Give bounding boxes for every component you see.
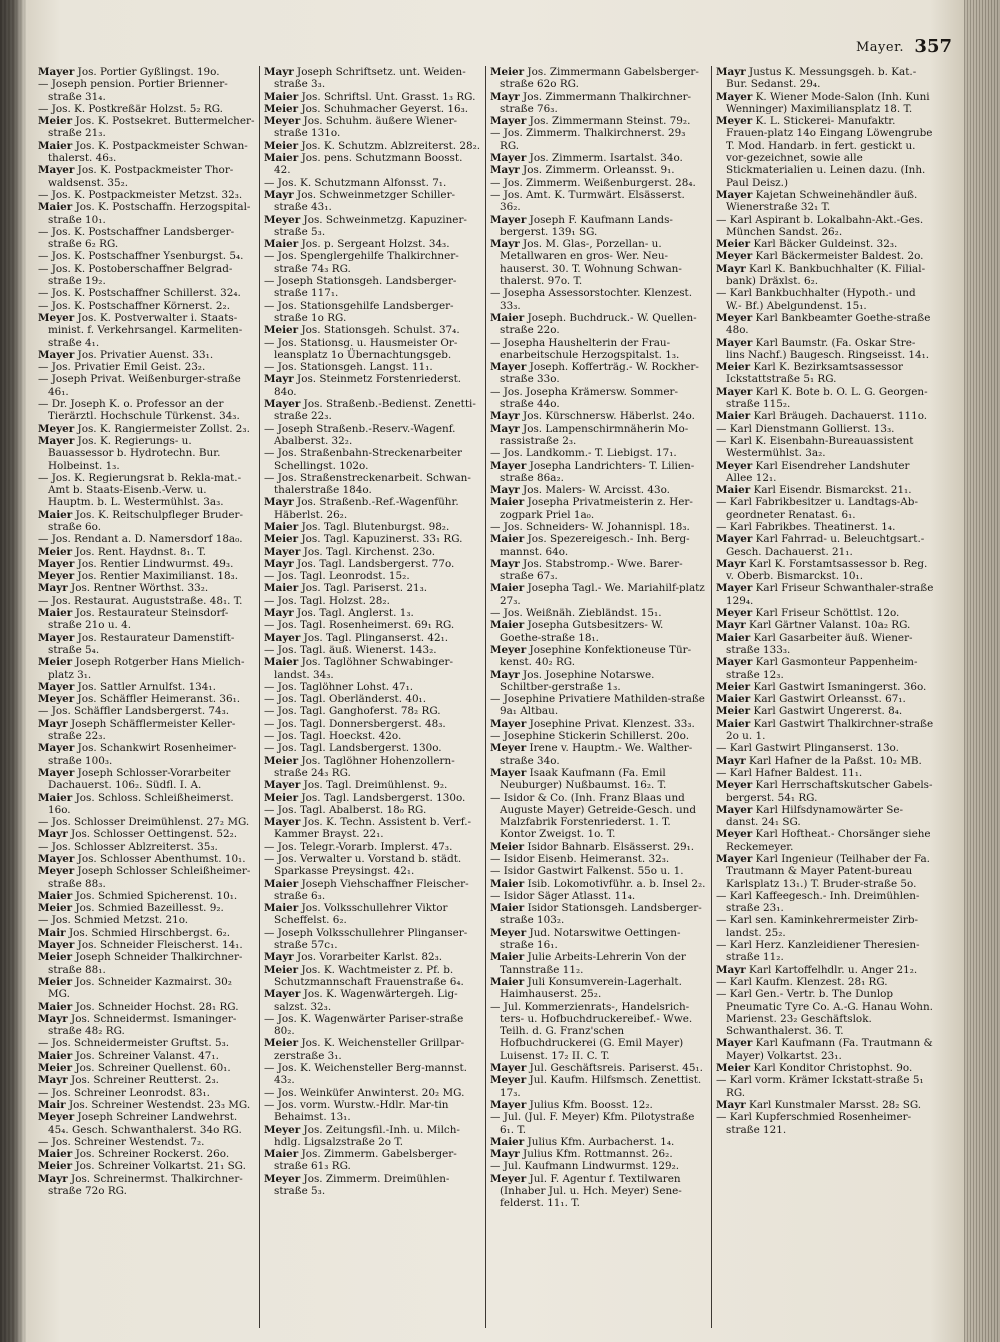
directory-entry: — Jos. Zimmerm. Weißenburgerst. 28₄. — [490, 176, 696, 189]
directory-entry: — Jos. Schmied Metzst. 21o. — [38, 914, 189, 927]
directory-entry: Mayer Karl Fahrrad- u. Beleuchtgsart.-Gesch. Dachauerst. 21₁. — [716, 533, 925, 558]
directory-entry: — Jos. Tagl. Leonrodst. 15₂. — [264, 570, 410, 583]
directory-entry: Meyer Karl Bankbeamter Goethe-straße 48o. — [716, 311, 931, 337]
directory-entry: Meyer Karl Eisendreher Landshuter Allee 12₁. — [716, 459, 910, 484]
directory-entry: — Jos. Schäffler Landsbergerst. 74₃. — [38, 705, 230, 718]
directory-entry: Mayr Karl Kunstmaler Marsst. 28₂ SG. — [716, 1098, 922, 1111]
directory-entry: Mayer Jos. Portier Gyßlingst. 19o. — [38, 66, 220, 78]
directory-entry: Maier Jos. pens. Schutzmann Boosst. 42. — [264, 152, 463, 177]
directory-entry: Mayr Jos. Stabstromp.- Wwe. Barer-straße 67₃. — [490, 557, 683, 583]
directory-entry: Meier Jos. Taglöhner Hohenzollern-straße 24₃ RG. — [264, 754, 455, 779]
directory-entry: Maier Jos. Schreiner Valanst. 47₁. — [38, 1049, 219, 1062]
directory-entry: Maier Jos. Schneider Hochst. 28₁ RG. — [38, 1000, 239, 1013]
directory-entry: Maier Jos. K. Postpackmeister Schwan-thalerst. 46₃. — [38, 139, 248, 165]
directory-entry: Mayer Jos. Tagl. Kirchenst. 23o. — [264, 545, 436, 558]
directory-entry: Mayer Julius Kfm. Boosst. 12₂. — [490, 1098, 653, 1111]
directory-entry: Meier Jos. K. Postsekret. Buttermelcher-straße 21₃. — [38, 115, 255, 140]
directory-entry: Mayr Jos. M. Glas-, Porzellan- u. Metallwaren en gros- Wer. Neu-hauserst. 30. T. Wohnung Schwan-thalerst. 97o. T. — [490, 238, 682, 288]
directory-entry: Meyer Jud. Notarswitwe Oettingen-straße 16₁. — [490, 926, 681, 952]
directory-entry: — Josepha Assessorstochter. Klenzest. 33₃. — [490, 287, 693, 312]
directory-entry: — Jos. Telegr.-Vorarb. Implerst. 47₃. — [264, 840, 453, 853]
running-head: Mayer. — [855, 40, 904, 55]
directory-entry: — Jos. Straßenstreckenarbeit. Schwan-thalerstraße 184o. — [264, 471, 471, 497]
directory-entry: Mayer Karl Hilfsdynamowärter Se-danst. 24₁ SG. — [716, 803, 904, 829]
directory-entry: Mayer Jos. Tagl. Plinganserst. 42₁. — [264, 631, 449, 644]
directory-entry: Mayer Josepha Landrichters- T. Lilien-straße 86a₂. — [490, 459, 695, 484]
directory-entry: Meier Karl K. Bezirksamtsassessor Ickstattstraße 5₁ RG. — [716, 361, 904, 386]
directory-entry: Meier Isidor Bahnarb. Elsässerst. 29₁. — [490, 840, 695, 853]
directory-entry: — Dr. Joseph K. o. Professor an der Tierärztl. Hochschule Türkenst. 34₃. — [38, 398, 240, 423]
directory-entry: — Karl K. Eisenbahn-Bureauassistent Westermühlst. 3a₂. — [716, 434, 914, 460]
directory-entry: Mayer Jos. Rentier Lindwurmst. 49₃. — [38, 557, 234, 570]
directory-entry: Mayr Jos. Vorarbeiter Karlst. 82₃. — [264, 951, 443, 964]
directory-entry: Meier Jos. K. Weichensteller Grillpar-zerstraße 3₁. — [264, 1037, 465, 1062]
directory-entry: Maier Jos. Taglöhner Schwabinger-landst. 34₃. — [264, 656, 453, 681]
directory-entry: Maier Isib. Lokomotivführ. a. b. Insel 2₂. — [490, 877, 706, 890]
directory-entry: Mayr Jos. Schneidermst. Ismaninger-straße 48₂ RG. — [38, 1012, 237, 1038]
directory-entry: — Karl Fabrikbesitzer u. Landtags-Ab-geordneter Renatast. 6₁. — [716, 496, 918, 521]
directory-entry: Mayer Kajetan Schweinehändler äuß. Wienerstraße 32₁ T. — [716, 188, 918, 214]
directory-entry: Maier Joseph Viehschaffner Fleischer-straße 6₃. — [264, 877, 469, 902]
directory-entry: Meyer Karl Herrschaftskutscher Gabels-bergerst. 54₁ RG. — [716, 779, 933, 804]
directory-entry: — Jos. Rendant a. D. Namersdorf 18a₀. — [38, 533, 243, 546]
directory-entry: — Jos. Taglöhner Lohst. 47₁. — [264, 680, 414, 693]
directory-entry: Maier Julie Arbeits-Lehrerin Von der Tannstraße 11₂. — [490, 951, 686, 976]
directory-entry: Mayer Jul. Geschäftsreis. Pariserst. 45₁. — [490, 1062, 703, 1075]
directory-entry: Mayr Joseph Schäfflermeister Keller-straße 22₃. — [38, 717, 236, 743]
directory-entry: Maier Jos. Tagl. Blutenburgst. 98₂. — [264, 520, 450, 533]
directory-entry: Meyer Karl Hoftheat.- Chorsänger siehe Reckemeyer. — [716, 828, 931, 853]
directory-entry: Mayr Jos. Malers- W. Arcisst. 43o. — [490, 484, 670, 497]
directory-entry: — Jos. Schneiders- W. Johannispl. 18₃. — [490, 520, 690, 533]
directory-entry: Maier Karl Gasarbeiter äuß. Wiener-straße 133₃. — [716, 631, 913, 656]
directory-entry: — Jos. K. Regierungsrat b. Rekla-mat.-Amt b. Staats-Eisenb.-Verw. u. Hauptm. b. L. Westermühlst. 3a₃. — [38, 471, 242, 509]
directory-entry: Mayr Jos. Schlosser Oettingenst. 52₂. — [38, 828, 238, 841]
directory-entry: — Karl sen. Kaminkehrermeister Zirb-landst. 25₂. — [716, 914, 918, 939]
directory-entry: Maier Jos. K. Postschaffn. Herzogspital-straße 10₁. — [38, 201, 251, 226]
column-2 — [260, 66, 486, 1328]
directory-entry: Mayer K. Wiener Mode-Salon (Inh. Kuni Wenninger) Maximiliansplatz 18. T. — [716, 90, 930, 115]
directory-entry: Meier Jos. Rent. Haydnst. 8₁. T. — [38, 545, 206, 558]
directory-entry: Meier Karl Gastwirt Ismaningerst. 36o. — [716, 680, 927, 693]
directory-entry: — Jos. K. Weichensteller Berg-mannst. 43₂. — [264, 1062, 467, 1087]
directory-entry: Mayer Jos. Tagl. Dreimühlenst. 9₂. — [264, 779, 448, 792]
directory-entry: — Jos. Weißnäh. Ziebländst. 15₁. — [490, 607, 662, 620]
column-1 — [34, 66, 260, 1328]
directory-entry: Mayer Jos. K. Wagenwärtergeh. Lig-salzst. 32₃. — [264, 988, 458, 1013]
directory-entry: — Jos. K. Postpackmeister Metzst. 32₃. — [38, 188, 243, 201]
directory-entry: — Joseph Privat. Weißenburger-straße 46₁. — [38, 373, 241, 398]
directory-entry: — Jos. Stationsgehilfe Landsberger-straße 1o RG. — [264, 299, 454, 324]
directory-entry: Meier Jos. Schreiner Quellenst. 60₁. — [38, 1062, 231, 1075]
directory-entry: Meier Jos. K. Wachtmeister z. Pf. b. Schutzmannschaft Frauenstraße 6₄. — [264, 963, 464, 988]
directory-entry: Meyer Joseph Schlosser Schleißheimer-straße 88₃. — [38, 865, 251, 890]
directory-entry: Maier Karl Eisendr. Bismarckst. 21₁. — [716, 484, 912, 497]
directory-entry: — Jos. K. Postschaffner Ysenburgst. 5₄. — [38, 250, 244, 263]
directory-entry: — Jos. Tagl. Ganghoferst. 78₂ RG. — [264, 705, 441, 718]
directory-entry: Maier Jos. Tagl. Pariserst. 21₃. — [264, 582, 428, 595]
directory-entry: — Jos. Privatier Emil Geist. 23₂. — [38, 361, 206, 374]
directory-entry: Mayer Jos. K. Regierungs- u. Bauassessor b. Hydrotechn. Bur. Holbeinst. 1₃. — [38, 434, 221, 472]
directory-entry: Mayr Jos. Straßenb.-Ref.-Wagenführ. Häberlst. 26₂. — [264, 496, 459, 521]
directory-entry: — Jos. K. Wagenwärter Pariser-straße 80₂. — [264, 1012, 464, 1038]
directory-entry: — Josepha Haushelterin der Frau-enarbeitschule Herzogspitalst. 1₃. — [490, 336, 680, 361]
directory-entry: Maier Julius Kfm. Aurbacherst. 1₄. — [490, 1135, 675, 1148]
directory-entry: — Isidor Gastwirt Falkenst. 55o u. 1. — [490, 865, 684, 878]
directory-entry: — Isidor & Co. (Inh. Franz Blaas und Auguste Mayer) Getreide-Gesch. und Malzfabrik Forstenriederst. 1. T. Kontor Zweigst. 1o. T. — [490, 791, 696, 841]
directory-entry: — Jos. Tagl. Hoeckst. 42o. — [264, 730, 402, 743]
directory-entry: Mayr Jos. Schweinmetzger Schiller-straße 43₁. — [264, 188, 456, 214]
directory-entry: Maier Jos. Schriftsl. Unt. Grasst. 1₃ RG. — [264, 90, 476, 103]
directory-entry: Meier Jos. Schreiner Volkartst. 21₁ SG. — [38, 1160, 246, 1173]
directory-entry: Meyer Jos. Zimmerm. Dreimühlen-straße 5₃. — [264, 1172, 450, 1198]
directory-entry: Maier Jos. Schmied Spicherenst. 10₁. — [38, 889, 238, 902]
directory-entry: — Karl Kupferschmied Rosenheimer-straße 121. — [716, 1111, 912, 1136]
directory-entry: Mayr Jos. Kürschnersw. Häberlst. 24o. — [490, 410, 695, 423]
directory-entry: Maier Josepha Gutsbesitzers- W. Goethe-straße 18₁. — [490, 619, 664, 644]
directory-entry: Mayr Jos. Schreiner Reutterst. 2₃. — [38, 1074, 219, 1087]
directory-entry: Meyer Jos. K. Postverwalter i. Staats-minist. f. Verkehrsangel. Karmeliten-straße 4₁. — [38, 311, 243, 349]
directory-entry: Meyer Jos. K. Rangiermeister Zollst. 2₃. — [38, 422, 250, 435]
directory-entry: Mayr Karl Gärtner Valanst. 10a₂ RG. — [716, 619, 911, 632]
directory-entry: Meier Joseph Schneider Thalkirchner-straße 88₁. — [38, 951, 243, 976]
directory-entry: Maier Karl Gastwirt Orleansst. 67₁. — [716, 693, 906, 706]
directory-entry: Meyer Karl Bäckermeister Baldest. 2o. — [716, 250, 924, 263]
directory-entry: — Jul. Kaufmann Lindwurmst. 129₂. — [490, 1160, 680, 1173]
directory-entry: Meyer Karl Friseur Schöttlst. 12o. — [716, 607, 900, 620]
directory-entry: Mayer Jos. Schlosser Abenthumst. 10₁. — [38, 853, 246, 865]
directory-entry: — Jos. Weinküfer Anwinterst. 20₂ MG. — [264, 1086, 465, 1099]
directory-entry: Mayer Jos. Straßenb.-Bedienst. Zenetti-straße 22₃. — [264, 398, 476, 423]
directory-entry: Maier Karl Bräugeh. Dachauerst. 111o. — [716, 410, 928, 423]
directory-entry: Mayr Jos. Zimmermann Thalkirchner-straße 76₃. — [490, 90, 692, 115]
directory-entry: — Jos. Verwalter u. Vorstand b. städt. Sparkasse Preysingst. 42₁. — [264, 853, 462, 878]
directory-entry: — Joseph Volksschullehrer Plinganser-straße 57c₁. — [264, 926, 468, 952]
binding-gutter — [0, 0, 28, 1342]
directory-entry: Maier Josepha Tagl.- We. Mariahilf-platz 27₃. — [490, 582, 705, 607]
directory-entry: Mayer Josephine Privat. Klenzest. 33₃. — [490, 717, 695, 730]
directory-entry: Mayr Jos. Tagl. Landsbergerst. 77o. — [264, 557, 455, 570]
directory-entry: — Jos. Stationsgeh. Langst. 11₁. — [264, 361, 433, 374]
directory-entry: — Isidor Eisenb. Heimeranst. 32₃. — [490, 853, 670, 865]
directory-entry: — Jos. Tagl. Landsbergerst. 130o. — [264, 742, 442, 755]
directory-entry: Mayer Isaak Kaufmann (Fa. Emil Neuburger) Nußbaumst. 16₂. T. — [490, 766, 667, 792]
directory-entry: — Jos. Tagl. Abalberst. 18₀ RG. — [264, 803, 427, 816]
directory-entry: Meier Jos. Zimmermann Gabelsberger-straße 62o RG. — [490, 66, 699, 91]
page-number: 357 — [914, 36, 952, 57]
directory-entry: — Jos. K. Schutzmann Alfonsst. 7₁. — [264, 176, 447, 189]
directory-entry: Mair Jos. Schmied Hirschbergst. 6₂. — [38, 926, 231, 939]
directory-entry: Maier Juli Konsumverein-Lagerhalt. Haimhauserst. 25₂. — [490, 975, 682, 1001]
directory-entry: — Jos. vorm. Wurstw.-Hdlr. Mar-tin Behaimst. 13₁. — [264, 1098, 449, 1124]
directory-entry: Maier Jos. K. Reitschulpfleger Bruder-straße 6o. — [38, 508, 244, 533]
directory-entry: Meier Karl Gastwirt Ungererst. 8₄. — [716, 705, 903, 718]
directory-entry: Maier Jos. Schreiner Rockerst. 26o. — [38, 1148, 230, 1161]
directory-entry: Mayr Jos. Steinmetz Forstenriederst. 84o. — [264, 373, 462, 398]
directory-entry: Mayer Jos. Sattler Arnulfst. 134₁. — [38, 680, 216, 693]
directory-entry: Meyer Jos. Schäffler Heimeranst. 36₁. — [38, 693, 241, 706]
directory-entry: Maier Joseph. Buchdruck.- W. Quellen-straße 22o. — [490, 311, 697, 337]
directory-entry: — Jos. Zimmerm. Thalkirchnerst. 29₃ RG. — [490, 127, 686, 152]
page-header — [40, 38, 952, 62]
directory-entry: — Jos. K. Postoberschaffner Belgrad-straße 19₂. — [38, 262, 233, 288]
directory-entry: — Jos. Schneidermeister Gruftst. 5₃. — [38, 1037, 230, 1050]
directory-entry: — Jul. (Jul. F. Meyer) Kfm. Pilotystraße 6₁. T. — [490, 1111, 695, 1136]
directory-entry: Mayer Jos. K. Techn. Assistent b. Verf.-Kammer Brayst. 22₁. — [264, 816, 472, 841]
directory-entry: Meyer K. L. Stickerei- Manufaktr. Frauen-platz 14o Eingang Löwengrube T. Mod. Handarb. in fert. gestickt u. vor-gezeichnet, sowie alle Stickmaterialien u. Leinen dazu. (Inh. Paul Deisz.) — [716, 115, 933, 189]
directory-entry: Maier Jos. Schloss. Schleißheimerst. 16o. — [38, 791, 234, 816]
directory-entry: Mayr Julius Kfm. Rottmannst. 26₂. — [490, 1148, 673, 1161]
directory-entry: — Jos. Spenglergehilfe Thalkirchner-straße 74₃ RG. — [264, 250, 459, 275]
directory-entry: — Jos. Restaurat. Auguststraße. 48₁. T. — [38, 594, 243, 607]
directory-entry: Meier Joseph Rotgerber Hans Mielich-platz 3₁. — [38, 656, 245, 681]
directory-entry: — Jos. K. Postschaffner Schillerst. 32₄. — [38, 287, 241, 300]
directory-entry: Meier Jos. Stationsgeh. Schulst. 37₄. — [264, 324, 460, 337]
directory-columns — [34, 66, 940, 1328]
directory-entry: — Jos. Tagl. Rosenheimerst. 69₁ RG. — [264, 619, 455, 632]
directory-entry: — Jos. Schlosser Ablzreiterst. 35₃. — [38, 840, 218, 853]
directory-entry: Mayr Jos. Schreinermst. Thalkirchner-straße 72o RG. — [38, 1172, 243, 1198]
directory-entry: — Jos. Tagl. Holzst. 28₂. — [264, 594, 390, 607]
directory-entry: Mayer Karl K. Bote b. O. L. G. Georgen-straße 115₂. — [716, 385, 928, 411]
directory-entry: Mayer Karl Kaufmann (Fa. Trautmann & Mayer) Volkartst. 23₁. — [716, 1037, 933, 1062]
directory-entry: — Karl Kaufm. Klenzest. 28₁ RG. — [716, 975, 888, 988]
directory-entry: Mayer Karl Ingenieur (Teilhaber der Fa. Trautmann & Mayer Patent-bureau Karlsplatz 13₁.) T. Bruder-straße 5o. — [716, 853, 930, 890]
directory-entry: Meyer Jos. Rentier Maximilianst. 18₃. — [38, 570, 239, 583]
directory-entry: — Joseph Stationsgeh. Landsberger-straße 117₁. — [264, 275, 457, 300]
directory-entry: Maier Karl Gastwirt Thalkirchner-straße 2o u. 1. — [716, 717, 934, 743]
directory-entry: — Jos. Schreiner Leonrodst. 83₁. — [38, 1086, 210, 1099]
directory-entry: — Karl vorm. Krämer Ickstatt-straße 5₁ RG. — [716, 1074, 924, 1099]
directory-entry: Meyer Joseph Schreiner Landwehrst. 45₄. Gesch. Schwanthalerst. 34o RG. — [38, 1111, 242, 1136]
directory-entry: Mayer Karl Baumstr. (Fa. Oskar Stre-lins Nachf.) Baugesch. Ringseisst. 14₁. — [716, 336, 930, 361]
directory-entry: Mayr Jos. Tagl. Anglerst. 1₃. — [264, 607, 414, 620]
directory-entry: — Jos. K. Postschaffner Körnerst. 2₂. — [38, 299, 230, 312]
directory-entry: — Isidor Säger Atlasst. 11₄. — [490, 889, 636, 902]
directory-entry: Mayer Joseph F. Kaufmann Lands-bergerst. 139₁ SG. — [490, 213, 673, 238]
directory-entry: — Jos. Schreiner Westendst. 7₂. — [38, 1135, 205, 1148]
directory-entry: Meier Jos. Tagl. Kapuzinerst. 33₁ RG. — [264, 533, 463, 546]
directory-entry: — Jos. Stationsg. u. Hausmeister Or-leansplatz 1o Übernachtungsgeb. — [264, 336, 458, 361]
directory-entry: Mayr Karl K. Bankbuchhalter (K. Filial-bank) Dräxlst. 6₂. — [716, 262, 926, 288]
directory-entry: — Karl Gen.- Vertr. b. The Dunlop Pneumatic Tyre Co. A.-G. Hanau Wohn. Marienst. 23₂ Geschäftslok. Schwanthalerst. 36. T. — [716, 988, 933, 1038]
directory-entry: Mayer Jos. Restaurateur Damenstift-straße 5₄. — [38, 631, 235, 656]
directory-entry: Maier Jos. Spezereigesch.- Inh. Berg-mannst. 64o. — [490, 533, 690, 558]
directory-entry: — Jos. K. Postschaffner Landsberger-straße 6₂ RG. — [38, 225, 235, 251]
directory-entry: Mayr Jos. Lampenschirmnäherin Mo-rassistraße 2₃. — [490, 422, 689, 447]
directory-entry: Mayr Joseph Schriftsetz. unt. Weiden-straße 3₃. — [264, 66, 466, 91]
directory-entry: — Karl Gastwirt Plinganserst. 13o. — [716, 742, 899, 755]
directory-entry: — Karl Bankbuchhalter (Hypoth.- und W.- Bf.) Abelgundenst. 15₁. — [716, 287, 916, 312]
directory-entry: Mayer Jos. Zimmermann Steinst. 79₂. — [490, 115, 691, 128]
directory-entry: Mayr Karl K. Forstamtsassessor b. Reg. v. Oberb. Bismarckst. 10₁. — [716, 557, 928, 583]
directory-entry: Mair Jos. Schreiner Westendst. 23₃ MG. — [38, 1098, 251, 1111]
directory-entry: Maier Jos. p. Sergeant Holzst. 34₃. — [264, 238, 450, 251]
directory-entry: Maier Isidor Stationsgeh. Landsberger-straße 103₂. — [490, 902, 702, 927]
directory-entry: — Jos. Schlosser Dreimühlenst. 27₂ MG. — [38, 816, 250, 829]
directory-entry: Maier Jos. Volksschullehrer Viktor Scheffelst. 6₂. — [264, 902, 448, 927]
directory-entry: Meier Jos. Schuhmacher Geyerst. 16₃. — [264, 102, 469, 115]
directory-entry: Meier Karl Konditor Christophst. 9o. — [716, 1062, 913, 1075]
directory-entry: Meyer Jos. Schweinmetzg. Kapuziner-straße 5₃. — [264, 213, 467, 238]
directory-entry: Maier Josepha Privatmeisterin z. Her-zogpark Priel 1a₀. — [490, 496, 693, 521]
directory-entry: — Josephine Privatiere Mathilden-straße 9a₁ Altbau. — [490, 693, 705, 718]
directory-entry: Mayer Karl Friseur Schwanthaler-straße 129₄. — [716, 582, 934, 607]
directory-entry: Mayer Joseph Schlosser-Vorarbeiter Dachauerst. 106₂. Südfl. I. A. — [38, 766, 231, 792]
directory-entry: — Karl Herz. Kanzleidiener Theresien-straße 11₂. — [716, 939, 920, 964]
directory-entry: — Karl Kaffeegesch.- Inh. Dreimühlen-straße 23₁. — [716, 889, 920, 915]
directory-entry: — Karl Dienstmann Gollierst. 13₃. — [716, 422, 895, 435]
directory-entry: Mayr Karl Hafner de la Paßst. 10₂ MB. — [716, 754, 922, 767]
directory-entry: Meier Jos. Schmied Bazeillesst. 9₂. — [38, 902, 224, 915]
directory-entry: Meier Jos. Schneider Kazmairst. 30₂ MG. — [38, 975, 232, 1001]
directory-entry: Meyer Jos. Zeitungsfil.-Inh. u. Milch-hdlg. Ligsalzstraße 2o T. — [264, 1123, 460, 1148]
directory-entry: — Jos. Tagl. äuß. Wienerst. 143₂. — [264, 643, 437, 656]
directory-entry: Mayr Karl Kartoffelhdlr. u. Anger 21₂. — [716, 963, 918, 976]
directory-entry: Mayr Jos. Zimmerm. Orleansst. 9₁. — [490, 164, 675, 177]
directory-entry: — Karl Aspirant b. Lokalbahn-Akt.-Ges. München Sandst. 26₂. — [716, 213, 924, 238]
directory-entry: Maier Jos. Zimmerm. Gabelsberger-straße 61₃ RG. — [264, 1148, 457, 1173]
directory-entry: Meier Karl Bäcker Guldeinst. 32₃. — [716, 238, 898, 251]
column-4 — [712, 66, 938, 1328]
directory-entry: Mayer Karl Gasmonteur Pappenheim-straße 12₃. — [716, 656, 918, 681]
directory-entry: — Karl Hafner Baldest. 11₁. — [716, 766, 863, 779]
directory-entry: Meier Jos. K. Schutzm. Ablzreiterst. 28₂. — [264, 139, 481, 152]
directory-entry: Mayr Justus K. Messungsgeh. b. Kat.-Bur. Sedanst. 29₄. — [716, 66, 917, 91]
directory-entry: — Jos. Amt. K. Turmwärt. Elsässerst. 36₂. — [490, 188, 685, 214]
directory-entry: — Joseph Straßenb.-Reserv.-Wagenf. Abalberst. 32₂. — [264, 422, 456, 447]
directory-entry: Mayr Jos. Rentner Wörthst. 33₂. — [38, 582, 209, 595]
directory-entry: Meyer Jos. Schuhm. äußere Wiener-straße 131o. — [264, 115, 458, 140]
directory-entry: — Jos. Landkomm.- T. Liebigst. 17₁. — [490, 447, 677, 460]
directory-entry: — Jul. Kommerzienrats-, Handelsrich-ters- u. Hofbuchdruckereibef.- Wwe. Teilh. d. G. Franz'schen Hofbuchdruckerei (G. Emil Mayer) Luisenst. 17₂ II. C. T. — [490, 1000, 693, 1062]
directory-entry: Mayer Jos. K. Postpackmeister Thor-waldsenst. 35₂. — [38, 164, 234, 189]
directory-entry: Mayer Jos. Privatier Auenst. 33₁. — [38, 348, 214, 361]
directory-entry: Meyer Jul. F. Agentur f. Textilwaren (Inhaber Jul. u. Hch. Meyer) Sene-felderst. 11₁. T. — [490, 1172, 682, 1210]
directory-entry: — Jos. Tagl. Oberländerst. 40₁. — [264, 693, 427, 706]
directory-entry: Meyer Josephine Konfektioneuse Tür-kenst. 40₂ RG. — [490, 643, 692, 669]
directory-entry: Mayer Jos. Schneider Fleischerst. 14₁. — [38, 939, 243, 952]
directory-entry: Meier Jos. Tagl. Landsbergerst. 130o. — [264, 791, 466, 804]
directory-entry: Mayer Joseph. Kofferträg.- W. Rockher-straße 33o. — [490, 361, 699, 386]
directory-entry: — Jos. K. Postkreßär Holzst. 5₂ RG. — [38, 102, 223, 115]
directory-entry: — Karl Fabrikbes. Theatinerst. 1₄. — [716, 520, 896, 533]
directory-entry: Meyer Irene v. Hauptm.- We. Walther-straße 34o. — [490, 742, 693, 767]
directory-entry: Mayer Jos. Zimmerm. Isartalst. 34o. — [490, 152, 683, 165]
directory-entry: Meyer Jul. Kaufm. Hilfsmsch. Zenettist. 17₃. — [490, 1074, 702, 1099]
directory-entry: — Jos. Josepha Krämersw. Sommer-straße 44o. — [490, 385, 678, 411]
directory-entry: — Jos. Straßenbahn-Streckenarbeiter Schellingst. 102o. — [264, 447, 462, 472]
directory-entry: Maier Jos. Restaurateur Steinsdorf-straße 21o u. 4. — [38, 607, 229, 632]
directory-entry: — Josephine Stickerin Schillerst. 20o. — [490, 730, 689, 743]
directory-entry: — Joseph pension. Portier Brienner-straße 31₄. — [38, 78, 228, 103]
directory-entry: — Jos. Tagl. Donnersbergerst. 48₃. — [264, 717, 446, 730]
column-3 — [486, 66, 712, 1328]
directory-entry: Mayer Jos. Schankwirt Rosenheimer-straße 100₃. — [38, 742, 237, 767]
directory-entry: Mayr Jos. Josephine Notarswe. Schiltber-gerstraße 1₃. — [490, 668, 655, 693]
page-edge — [964, 0, 1000, 1342]
